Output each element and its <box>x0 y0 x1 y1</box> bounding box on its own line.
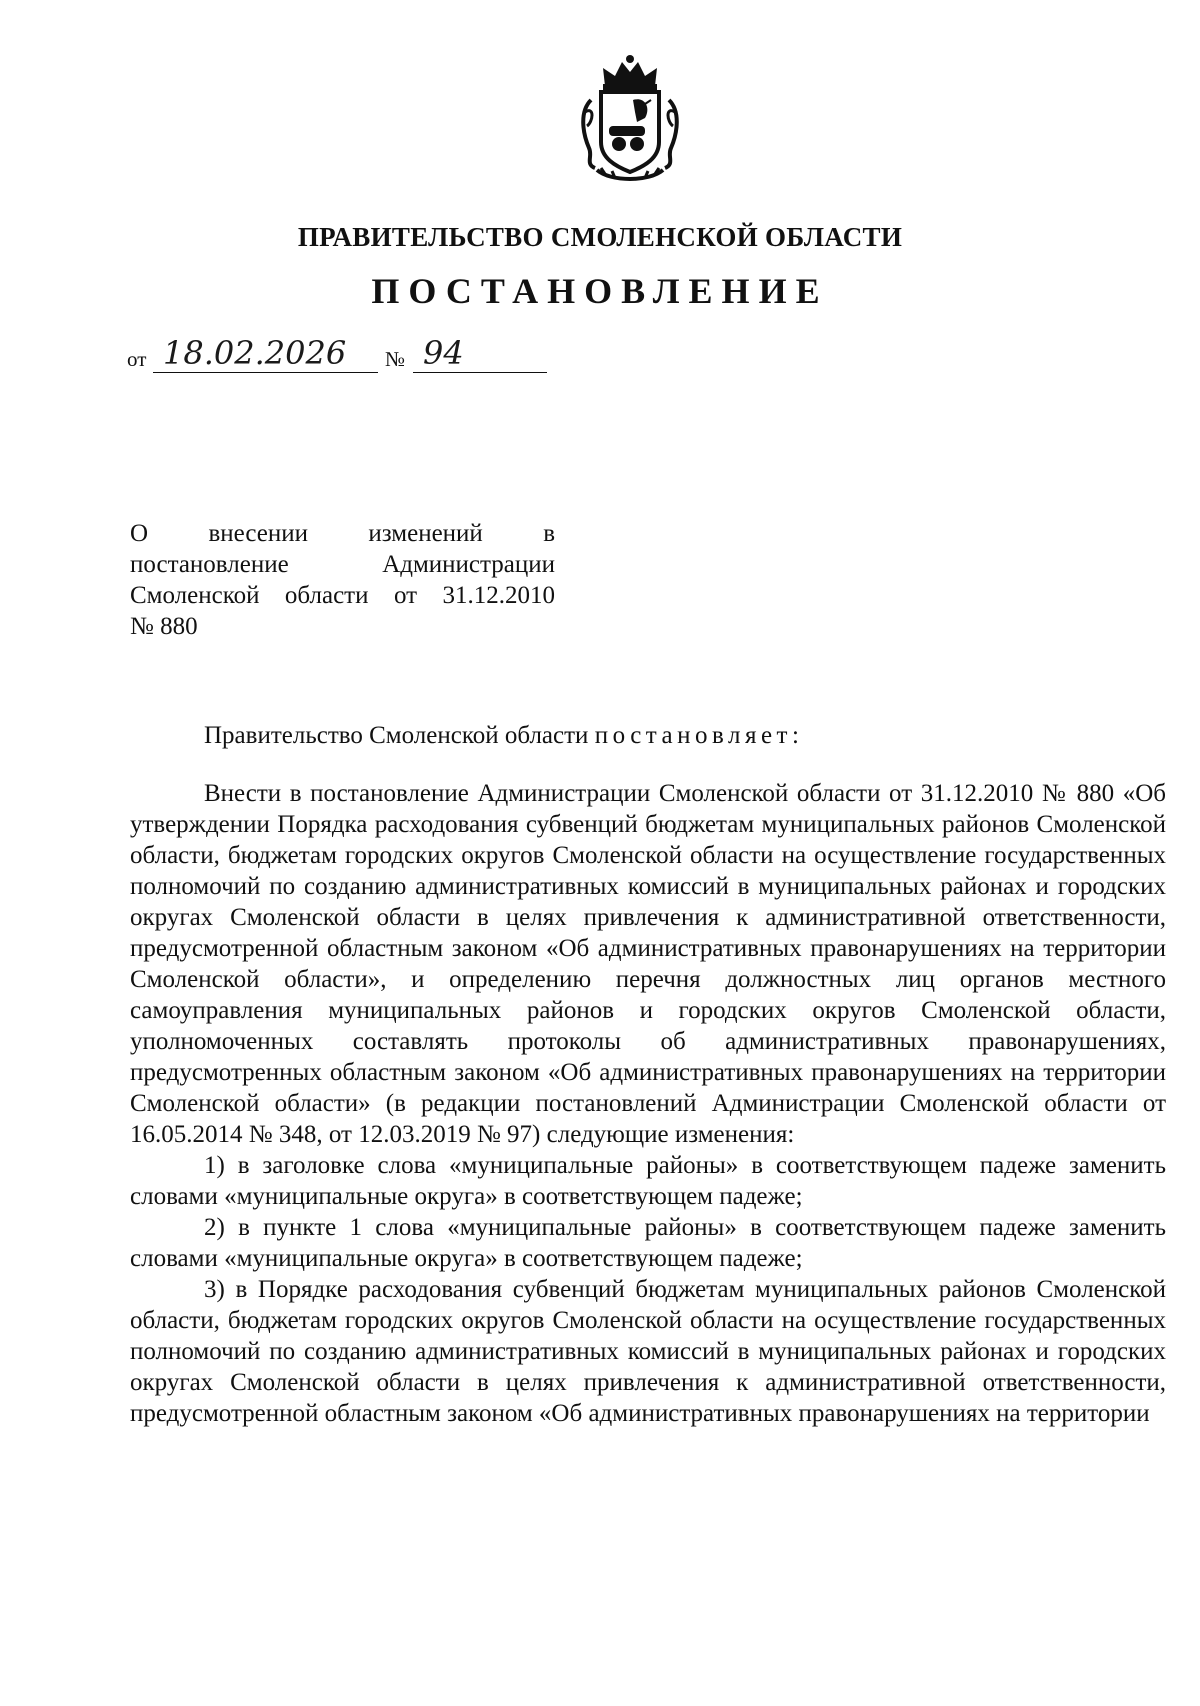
decree-lead: Правительство Смоленской области <box>204 722 589 749</box>
list-item: 3) в Порядке расходования субвенций бюджетам муниципальных районов Смоленской области, бюджетам городских округов Смоленской области на осуществление государственных полномочий по созданию административных комиссий в муниципальных районах и городских округах Смоленской области в целях привлечения к административной ответственности, предусмотренной областным законом «Об административных правонарушениях на территории <box>130 1276 1166 1427</box>
list-item: 1) в заголовке слова «муниципальные районы» в соответствующем падеже заменить словами «муниципальные округа» в соответствующем падеже; <box>130 1152 1166 1210</box>
document-subject <box>130 518 555 642</box>
date-value-field: 18.02.2026 <box>153 333 378 373</box>
list-item: 2) в пункте 1 слова «муниципальные районы» в соответствующем падеже заменить словами «муниципальные округа» в соответствующем падеже; <box>130 1214 1166 1272</box>
smolensk-coat-of-arms-icon <box>575 52 685 184</box>
date-prefix-label: от <box>127 347 147 371</box>
number-prefix-label: № <box>385 347 406 371</box>
body-intro-paragraph: Внести в постановление Администрации Смоленской области от 31.12.2010 № 880 «Об утверждении Порядка расходования субвенций бюджетам муниципальных районов Смоленской области, бюджетам городских округов Смоленской области на осуществление государственных полномочий по созданию административных комиссий в муниципальных районах и городских округах Смоленской области в целях привлечения к административной ответственности, предусмотренной областным законом «Об административных правонарушениях на территории Смоленской области», и определению перечня должностных лиц органов местного самоуправления муниципальных районов и городских округов Смоленской области, уполномоченных составлять протоколы об административных правонарушениях, предусмотренных областным законом «Об административных правонарушениях на территории Смоленской области» (в редакции постановлений Администрации Смоленской области от 16.05.2014 № 348, от 12.03.2019 № 97) следующие изменения: <box>130 780 1166 1148</box>
subject-line: постановление Администрации <box>130 551 555 578</box>
subject-line: № 880 <box>130 613 198 640</box>
subject-line: О внесении изменений в <box>130 520 555 547</box>
decree-verb: постановляет: <box>594 722 804 749</box>
document-body <box>130 778 1166 1429</box>
subject-line: Смоленской области от 31.12.2010 <box>130 582 555 609</box>
number-value-field: 94 <box>413 333 547 373</box>
organization-title: ПРАВИТЕЛЬСТВО СМОЛЕНСКОЙ ОБЛАСТИ <box>297 222 903 252</box>
document-type-title: ПОСТАНОВЛЕНИЕ <box>371 271 829 311</box>
date-number-line <box>127 330 547 378</box>
decree-statement <box>204 720 803 751</box>
